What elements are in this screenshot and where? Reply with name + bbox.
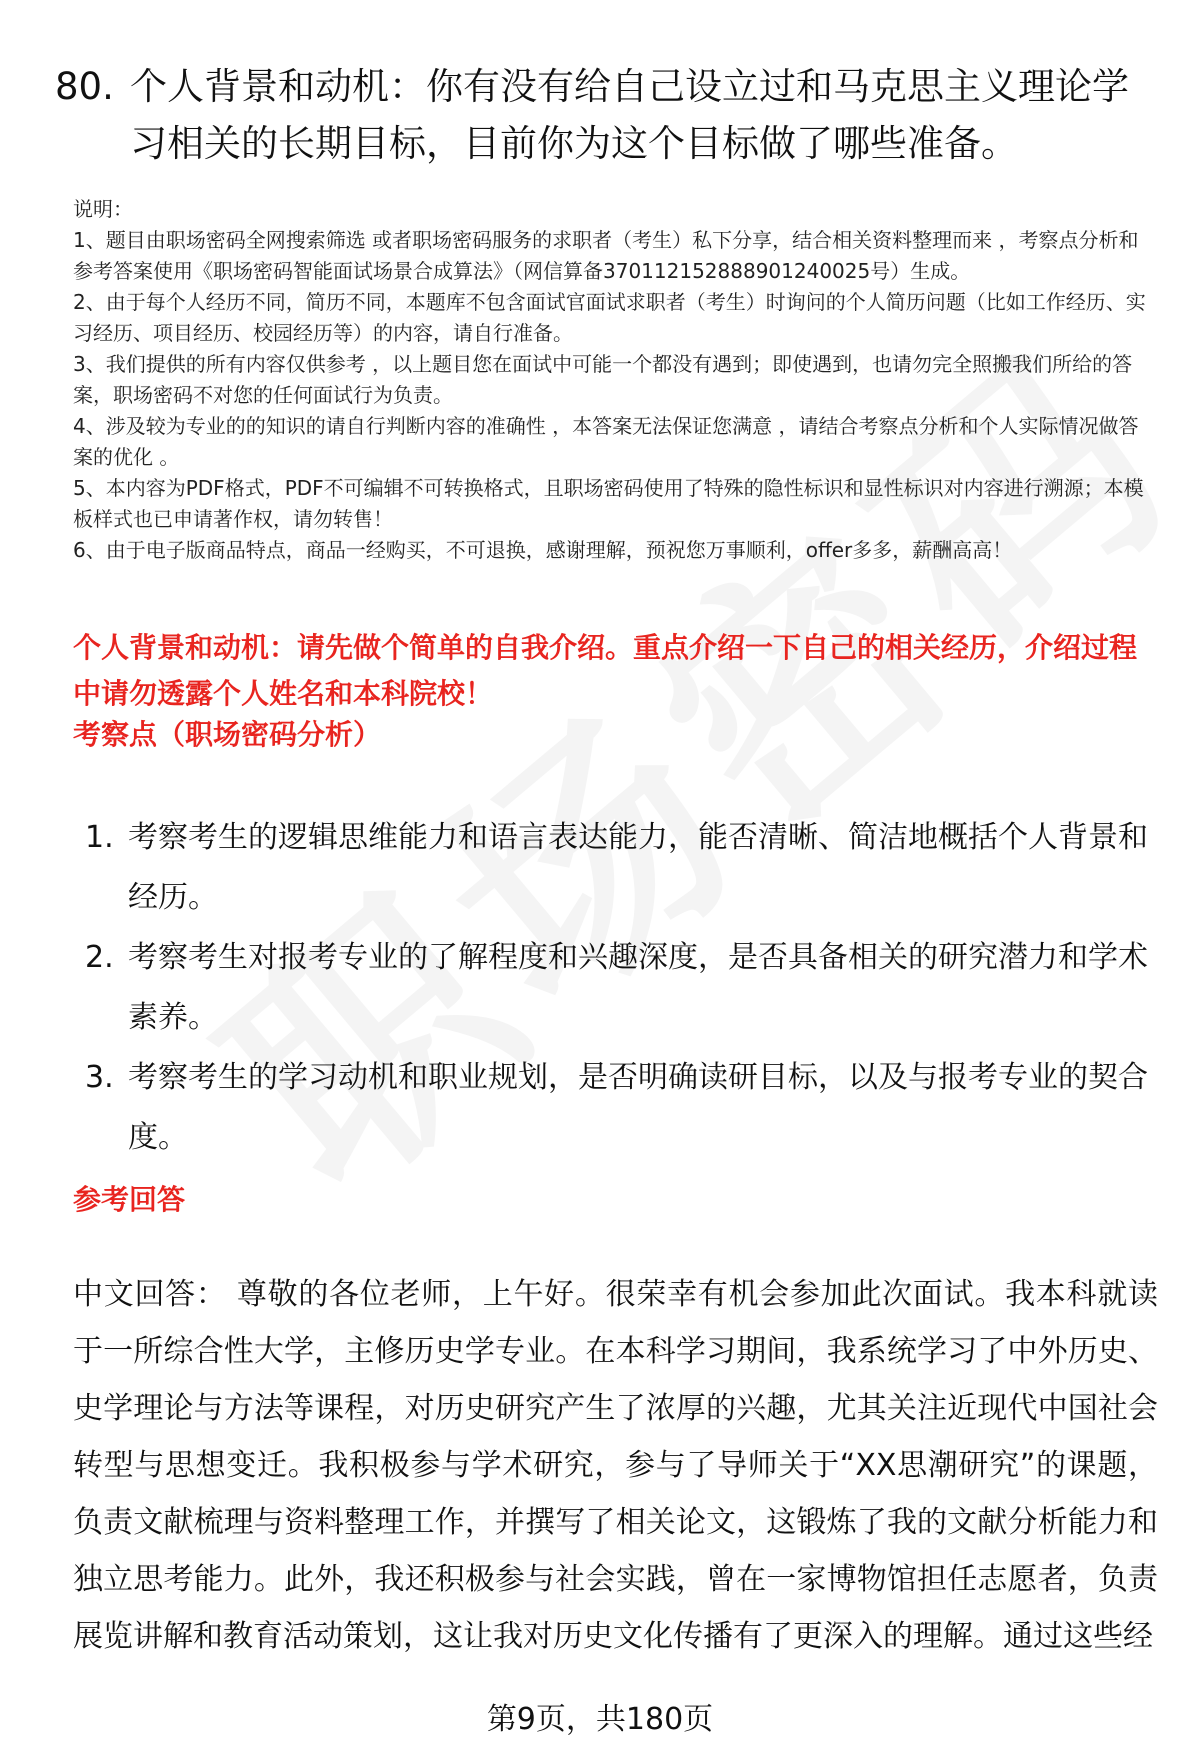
- reference-answer: 中文回答： 尊敬的各位老师，上午好。很荣幸有机会参加此次面试。我本科就读于一所综合性大学，主修历史学专业。在本科学习期间，我系统学习了中外历史、史学理论与方法等课程，对历史研究产生了浓厚的兴趣，尤其关注近现代中国社会转型与思想变迁。我积极参与学术研究，参与了导师关于“XX思潮研究”的课题，负责文献梳理与资料整理工作，并撰写了相关论文，这锻炼了我的文献分析能力和独立思考能力。此外，我还积极参与社会实践，曾在一家博物馆担任志愿者，负责展览讲解和教育活动策划，这让我对历史文化传播有了更深入的理解。通过这些经: [73, 1277, 1158, 1654]
- point-number: 2.: [85, 940, 114, 975]
- note-item: 5、本内容为PDF格式，PDF不可编辑不可转换格式，且职场密码使用了特殊的隐性标识和显性标识对内容进行溯源；本模板样式也已申请著作权，请勿转售！: [73, 476, 1144, 531]
- point-text: 考察考生的逻辑思维能力和语言表达能力，能否清晰、简洁地概括个人背景和经历。: [128, 820, 1148, 915]
- list-item: [73, 1048, 1158, 1168]
- analysis-points: [73, 808, 1158, 1168]
- red-question-heading: 个人背景和动机：请先做个简单的自我介绍。重点介绍一下自己的相关经历，介绍过程中请勿透露个人姓名和本科院校！: [73, 631, 1138, 710]
- note-item: 3、我们提供的所有内容仅供参考 ，以上题目您在面试中可能一个都没有遇到；即使遇到，也请勿完全照搬我们所给的答案，职场密码不对您的任何面试行为负责。: [73, 352, 1133, 407]
- point-number: 1.: [85, 820, 114, 855]
- point-number: 3.: [85, 1060, 114, 1095]
- reference-title: 参考回答: [73, 1183, 186, 1216]
- point-text: 考察考生的学习动机和职业规划，是否明确读研目标，以及与报考专业的契合度。: [128, 1060, 1148, 1155]
- note-item: 1、题目由职场密码全网搜索筛选 或者职场密码服务的求职者（考生）私下分享，结合相关资料整理而来 ，考察点分析和参考答案使用《职场密码智能面试场景合成算法》（网信算备370112152888901240025号）生成。: [73, 228, 1139, 283]
- point-text: 考察考生对报考专业的了解程度和兴趣深度，是否具备相关的研究潜力和学术素养。: [128, 940, 1148, 1035]
- note-item: 6、由于电子版商品特点，商品一经购买，不可退换，感谢理解，预祝您万事顺利，offer多多，薪酬高高！: [73, 538, 1013, 562]
- question-number: 80.: [55, 65, 114, 108]
- notes-heading: 说明：: [73, 197, 133, 221]
- notes-block: [73, 194, 1158, 566]
- note-item: 4、涉及较为专业的的知识的请自行判断内容的准确性 ，本答案无法保证您满意 ，请结合考察点分析和个人实际情况做答案的优化 。: [73, 414, 1139, 469]
- list-item: [73, 928, 1158, 1048]
- list-item: [73, 808, 1158, 928]
- note-item: 2、由于每个人经历不同，简历不同，本题库不包含面试官面试求职者（考生）时询问的个人简历问题（比如工作经历、实习经历、项目经历、校园经历等）的内容，请自行准备。: [73, 290, 1146, 345]
- analysis-title: 考察点（职场密码分析）: [73, 718, 382, 751]
- question-text: 个人背景和动机：你有没有给自己设立过和马克思主义理论学习相关的长期目标，目前你为这个目标做了哪些准备。: [130, 65, 1129, 165]
- question-heading: [55, 58, 1155, 172]
- page-footer: 第9页，共180页: [486, 1702, 714, 1737]
